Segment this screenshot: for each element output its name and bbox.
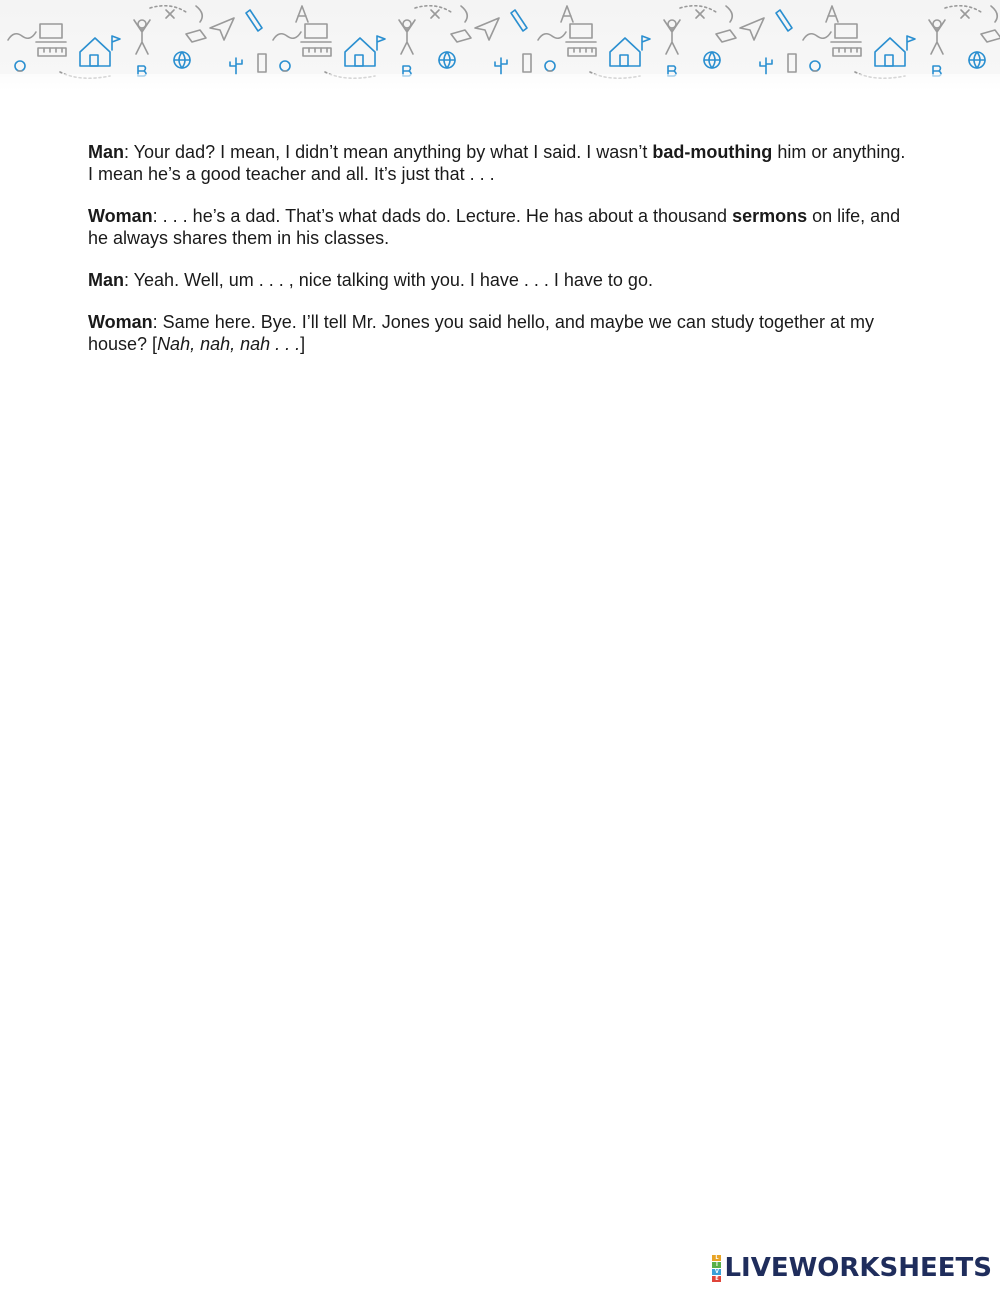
- dialogue-line: [88, 269, 908, 291]
- dialogue-line: [88, 205, 908, 249]
- vocabulary-word: sermons: [732, 206, 808, 226]
- speaker-name: Man: [88, 270, 124, 290]
- dialogue-text: : Yeah. Well, um . . . , nice talking with you. I have . . . I have to go.: [124, 270, 653, 290]
- decorative-header-banner: [0, 0, 1000, 92]
- logo-blocks-icon: [712, 1255, 721, 1282]
- dialogue-text: on life, and he always shares them in his classes.: [88, 206, 901, 248]
- logo-block: I: [712, 1262, 721, 1268]
- logo-wordmark: LIVEWORKSHEETS: [724, 1253, 992, 1283]
- dialogue-text: : . . . he’s a dad. That’s what dads do. Lecture. He has about a thousand: [152, 206, 733, 226]
- speaker-name: Woman: [88, 312, 153, 332]
- logo-block: E: [712, 1276, 721, 1282]
- dialogue-line: [88, 311, 908, 355]
- dialogue-text: ]: [300, 334, 306, 354]
- dialogue-line: [88, 141, 908, 185]
- dialogue-transcript: [88, 141, 908, 375]
- speaker-name: Man: [88, 142, 124, 162]
- liveworksheets-logo: [712, 1253, 992, 1283]
- logo-block: L: [712, 1255, 721, 1261]
- dialogue-text: him or anything. I mean he’s a good teacher and all. It’s just that . . .: [88, 142, 906, 184]
- dialogue-text: : Your dad? I mean, I didn’t mean anything by what I said. I wasn’t: [124, 142, 653, 162]
- speaker-name: Woman: [88, 206, 153, 226]
- vocabulary-word: bad-mouthing: [652, 142, 773, 162]
- logo-block: V: [712, 1269, 721, 1275]
- italic-aside: Nah, nah, nah . . .: [157, 334, 301, 354]
- dialogue-text: : Same here. Bye. I’ll tell Mr. Jones you said hello, and maybe we can study together at my house? [: [88, 312, 875, 354]
- school-doodles-pattern: [0, 0, 1000, 92]
